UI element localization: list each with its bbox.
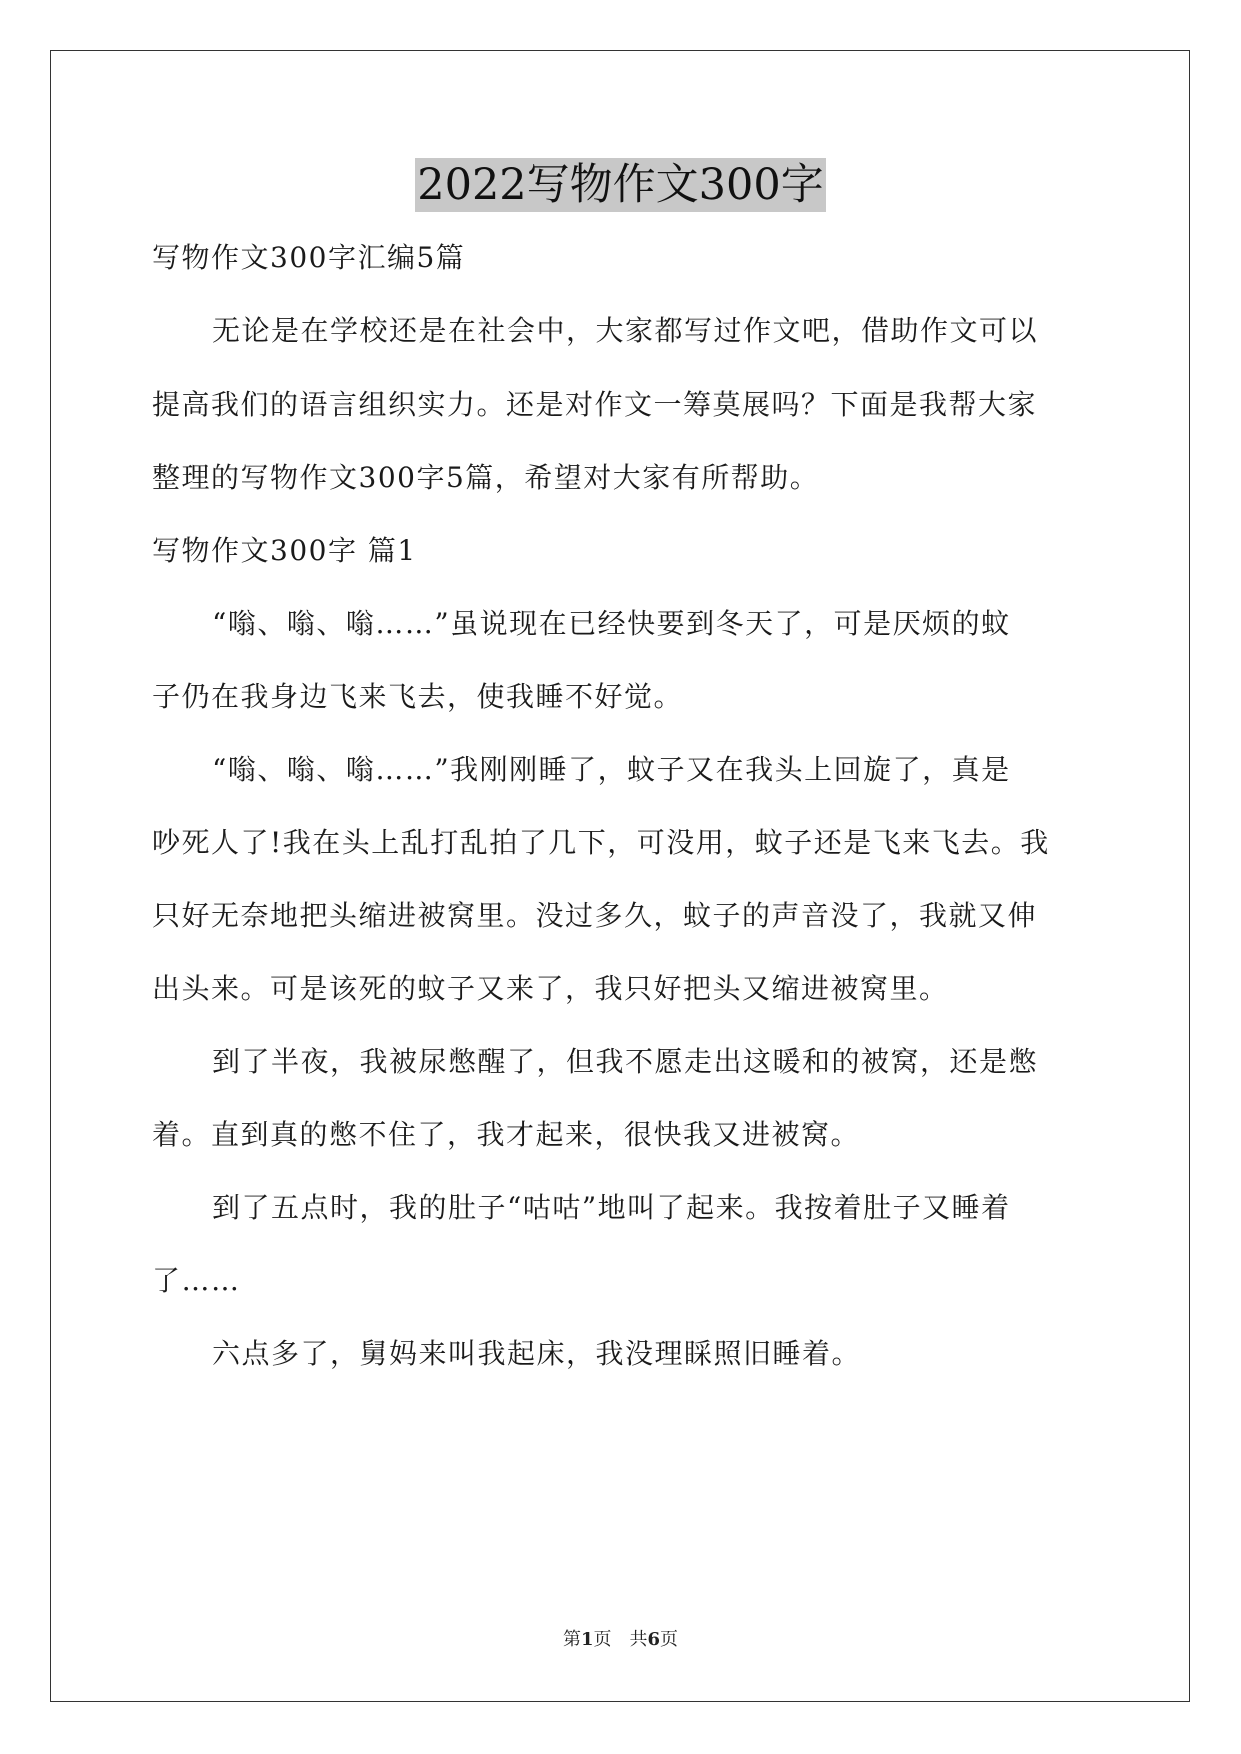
intro-line-1: 无论是在学校还是在社会中，大家都写过作文吧，借助作文可以	[212, 314, 1039, 347]
subtitle: 写物作文300字汇编5篇	[152, 241, 466, 274]
title-container	[0, 158, 1241, 212]
footer-suffix: 页	[660, 1629, 679, 1650]
footer-prefix: 第	[562, 1629, 581, 1650]
intro-line-2: 提高我们的语言组织实力。还是对作文一筹莫展吗？下面是我帮大家	[152, 388, 1038, 421]
body-line-6: 出头来。可是该死的蚊子又来了，我只好把头又缩进被窝里。	[152, 972, 949, 1005]
body-line-4: 吵死人了!我在头上乱打乱拍了几下，可没用，蚊子还是飞来飞去。我	[152, 826, 1050, 859]
body-line-10: 了……	[152, 1264, 241, 1297]
footer-page-number: 1	[580, 1629, 594, 1650]
body-line-9: 到了五点时，我的肚子“咕咕”地叫了起来。我按着肚子又睡着	[212, 1191, 1011, 1224]
body-line-2: 子仍在我身边飞来飞去，使我睡不好觉。	[152, 680, 684, 713]
body-line-11: 六点多了，舅妈来叫我起床，我没理睬照旧睡着。	[212, 1337, 862, 1370]
body-line-5: 只好无奈地把头缩进被窝里。没过多久，蚊子的声音没了，我就又伸	[152, 899, 1038, 932]
body-line-7: 到了半夜，我被尿憋醒了，但我不愿走出这暖和的被窝，还是憋	[212, 1045, 1039, 1078]
body-line-8: 着。直到真的憋不住了，我才起来，很快我又进被窝。	[152, 1118, 861, 1151]
footer-total-pages: 6	[647, 1629, 661, 1650]
document-title: 2022写物作文300字	[417, 160, 824, 210]
footer-middle: 页 共	[593, 1629, 648, 1650]
page-footer	[0, 1628, 1241, 1652]
body-line-1: “嗡、嗡、嗡……”虽说现在已经快要到冬天了，可是厌烦的蚊	[212, 607, 1011, 640]
body-line-3: “嗡、嗡、嗡……”我刚刚睡了，蚊子又在我头上回旋了，真是	[212, 753, 1011, 786]
page-border	[50, 50, 1190, 1702]
section-heading: 写物作文300字 篇1	[152, 534, 417, 567]
intro-line-3: 整理的写物作文300字5篇，希望对大家有所帮助。	[152, 461, 820, 494]
